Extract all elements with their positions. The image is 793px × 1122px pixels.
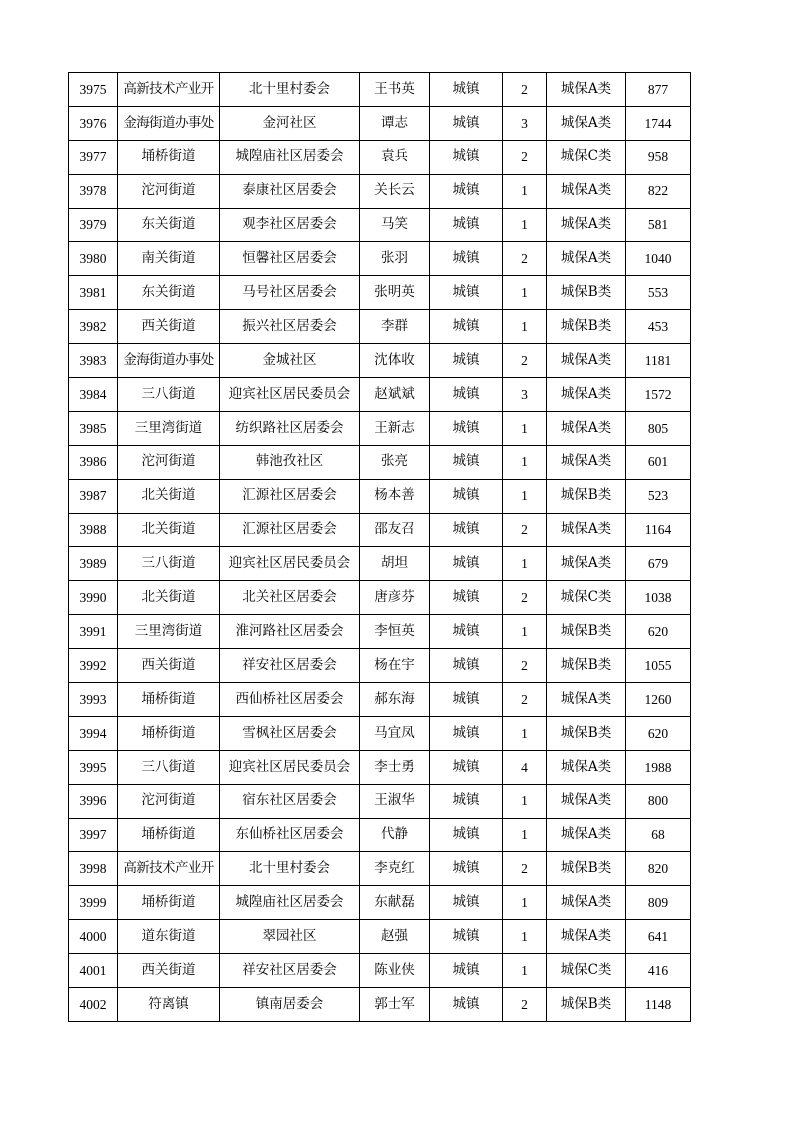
cell-people: 4 — [503, 750, 547, 784]
cell-area-type: 城镇 — [430, 784, 503, 818]
cell-amount: 601 — [626, 445, 691, 479]
cell-category: 城保C类 — [547, 140, 626, 174]
cell-name: 陈业侠 — [360, 954, 430, 988]
cell-people: 2 — [503, 513, 547, 547]
cell-people: 1 — [503, 445, 547, 479]
cell-people: 2 — [503, 988, 547, 1022]
cell-street: 三八街道 — [118, 378, 220, 412]
cell-category: 城保B类 — [547, 852, 626, 886]
cell-area-type: 城镇 — [430, 140, 503, 174]
cell-people: 1 — [503, 954, 547, 988]
cell-area-type: 城镇 — [430, 276, 503, 310]
cell-area-type: 城镇 — [430, 310, 503, 344]
table-row — [69, 208, 691, 242]
table-row — [69, 479, 691, 513]
cell-id: 3996 — [69, 784, 118, 818]
cell-category: 城保B类 — [547, 649, 626, 683]
cell-people: 2 — [503, 344, 547, 378]
cell-id: 3984 — [69, 378, 118, 412]
cell-id: 3986 — [69, 445, 118, 479]
cell-id: 4000 — [69, 920, 118, 954]
cell-area-type: 城镇 — [430, 716, 503, 750]
cell-street: 北关街道 — [118, 513, 220, 547]
cell-category: 城保A类 — [547, 344, 626, 378]
cell-name: 王新志 — [360, 411, 430, 445]
cell-community: 城隍庙社区居委会 — [220, 140, 360, 174]
cell-category: 城保A类 — [547, 378, 626, 412]
cell-amount: 1055 — [626, 649, 691, 683]
cell-area-type: 城镇 — [430, 445, 503, 479]
cell-id: 3993 — [69, 683, 118, 717]
cell-name: 马宜凤 — [360, 716, 430, 750]
cell-name: 唐彦芬 — [360, 581, 430, 615]
cell-amount: 877 — [626, 73, 691, 107]
cell-street: 三里湾街道 — [118, 411, 220, 445]
cell-id: 3981 — [69, 276, 118, 310]
cell-street: 金海街道办事处 — [118, 106, 220, 140]
cell-id: 3991 — [69, 615, 118, 649]
cell-amount: 809 — [626, 886, 691, 920]
cell-people: 1 — [503, 310, 547, 344]
cell-amount: 822 — [626, 174, 691, 208]
cell-street: 符离镇 — [118, 988, 220, 1022]
table-row — [69, 818, 691, 852]
table-row — [69, 886, 691, 920]
cell-amount: 1744 — [626, 106, 691, 140]
cell-community: 金城社区 — [220, 344, 360, 378]
cell-street: 东关街道 — [118, 208, 220, 242]
cell-category: 城保A类 — [547, 886, 626, 920]
cell-category: 城保A类 — [547, 411, 626, 445]
cell-name: 杨本善 — [360, 479, 430, 513]
cell-amount: 679 — [626, 547, 691, 581]
cell-street: 三八街道 — [118, 547, 220, 581]
cell-community: 北十里村委会 — [220, 852, 360, 886]
cell-category: 城保C类 — [547, 581, 626, 615]
cell-amount: 1260 — [626, 683, 691, 717]
cell-amount: 805 — [626, 411, 691, 445]
cell-id: 3982 — [69, 310, 118, 344]
cell-name: 张羽 — [360, 242, 430, 276]
cell-community: 迎宾社区居民委员会 — [220, 378, 360, 412]
cell-community: 马号社区居委会 — [220, 276, 360, 310]
table-row — [69, 106, 691, 140]
cell-community: 祥安社区居委会 — [220, 954, 360, 988]
cell-people: 1 — [503, 208, 547, 242]
cell-community: 汇源社区居委会 — [220, 479, 360, 513]
cell-street: 沱河街道 — [118, 445, 220, 479]
cell-community: 纺织路社区居委会 — [220, 411, 360, 445]
cell-community: 恒馨社区居委会 — [220, 242, 360, 276]
cell-name: 王书英 — [360, 73, 430, 107]
cell-street: 沱河街道 — [118, 174, 220, 208]
cell-community: 汇源社区居委会 — [220, 513, 360, 547]
cell-street: 三里湾街道 — [118, 615, 220, 649]
cell-area-type: 城镇 — [430, 988, 503, 1022]
table-row — [69, 649, 691, 683]
cell-name: 邵友召 — [360, 513, 430, 547]
cell-people: 2 — [503, 140, 547, 174]
cell-category: 城保A类 — [547, 750, 626, 784]
cell-community: 东仙桥社区居委会 — [220, 818, 360, 852]
cell-category: 城保B类 — [547, 716, 626, 750]
cell-amount: 958 — [626, 140, 691, 174]
cell-category: 城保A类 — [547, 73, 626, 107]
cell-people: 2 — [503, 581, 547, 615]
cell-name: 马笑 — [360, 208, 430, 242]
cell-category: 城保A类 — [547, 106, 626, 140]
cell-id: 3997 — [69, 818, 118, 852]
table-row — [69, 344, 691, 378]
cell-area-type: 城镇 — [430, 411, 503, 445]
cell-name: 胡坦 — [360, 547, 430, 581]
table-row — [69, 716, 691, 750]
cell-name: 东献磊 — [360, 886, 430, 920]
cell-people: 1 — [503, 716, 547, 750]
table-row — [69, 683, 691, 717]
table-row — [69, 174, 691, 208]
cell-street: 北关街道 — [118, 479, 220, 513]
table-row — [69, 310, 691, 344]
cell-category: 城保A类 — [547, 818, 626, 852]
table-row — [69, 784, 691, 818]
cell-community: 北十里村委会 — [220, 73, 360, 107]
cell-area-type: 城镇 — [430, 852, 503, 886]
cell-area-type: 城镇 — [430, 344, 503, 378]
cell-category: 城保B类 — [547, 276, 626, 310]
cell-name: 李恒英 — [360, 615, 430, 649]
cell-category: 城保A类 — [547, 445, 626, 479]
cell-name: 沈体收 — [360, 344, 430, 378]
cell-name: 张亮 — [360, 445, 430, 479]
cell-community: 韩池孜社区 — [220, 445, 360, 479]
table-row — [69, 615, 691, 649]
cell-community: 宿东社区居委会 — [220, 784, 360, 818]
cell-area-type: 城镇 — [430, 750, 503, 784]
cell-id: 3975 — [69, 73, 118, 107]
table-row — [69, 513, 691, 547]
table-row — [69, 378, 691, 412]
cell-people: 1 — [503, 174, 547, 208]
cell-amount: 820 — [626, 852, 691, 886]
cell-amount: 1572 — [626, 378, 691, 412]
cell-street: 埇桥街道 — [118, 716, 220, 750]
cell-street: 金海街道办事处 — [118, 344, 220, 378]
cell-name: 李士勇 — [360, 750, 430, 784]
cell-id: 3994 — [69, 716, 118, 750]
cell-people: 1 — [503, 886, 547, 920]
cell-id: 3977 — [69, 140, 118, 174]
cell-people: 2 — [503, 649, 547, 683]
cell-id: 3985 — [69, 411, 118, 445]
cell-category: 城保A类 — [547, 242, 626, 276]
cell-street: 高新技术产业开 — [118, 852, 220, 886]
cell-area-type: 城镇 — [430, 174, 503, 208]
cell-community: 振兴社区居委会 — [220, 310, 360, 344]
cell-area-type: 城镇 — [430, 649, 503, 683]
cell-street: 埇桥街道 — [118, 886, 220, 920]
cell-name: 张明英 — [360, 276, 430, 310]
table-row — [69, 920, 691, 954]
cell-id: 3987 — [69, 479, 118, 513]
cell-people: 2 — [503, 852, 547, 886]
cell-community: 城隍庙社区居委会 — [220, 886, 360, 920]
cell-community: 迎宾社区居民委员会 — [220, 750, 360, 784]
cell-people: 3 — [503, 106, 547, 140]
cell-street: 道东街道 — [118, 920, 220, 954]
data-table — [68, 72, 691, 1022]
table-row — [69, 242, 691, 276]
cell-people: 2 — [503, 73, 547, 107]
cell-street: 西关街道 — [118, 310, 220, 344]
cell-area-type: 城镇 — [430, 479, 503, 513]
cell-street: 埇桥街道 — [118, 683, 220, 717]
table-row — [69, 852, 691, 886]
cell-id: 3998 — [69, 852, 118, 886]
cell-street: 埇桥街道 — [118, 818, 220, 852]
cell-people: 3 — [503, 378, 547, 412]
cell-amount: 1164 — [626, 513, 691, 547]
cell-name: 袁兵 — [360, 140, 430, 174]
cell-street: 埇桥街道 — [118, 140, 220, 174]
cell-category: 城保B类 — [547, 310, 626, 344]
cell-id: 3980 — [69, 242, 118, 276]
cell-community: 祥安社区居委会 — [220, 649, 360, 683]
cell-amount: 581 — [626, 208, 691, 242]
cell-amount: 1038 — [626, 581, 691, 615]
cell-community: 翠园社区 — [220, 920, 360, 954]
cell-people: 1 — [503, 784, 547, 818]
cell-category: 城保A类 — [547, 174, 626, 208]
cell-name: 王淑华 — [360, 784, 430, 818]
cell-id: 3992 — [69, 649, 118, 683]
cell-community: 迎宾社区居民委员会 — [220, 547, 360, 581]
cell-amount: 523 — [626, 479, 691, 513]
cell-people: 1 — [503, 411, 547, 445]
cell-amount: 1040 — [626, 242, 691, 276]
cell-community: 雪枫社区居委会 — [220, 716, 360, 750]
cell-amount: 1148 — [626, 988, 691, 1022]
cell-name: 郝东海 — [360, 683, 430, 717]
cell-area-type: 城镇 — [430, 615, 503, 649]
cell-people: 1 — [503, 276, 547, 310]
table-row — [69, 411, 691, 445]
cell-id: 3979 — [69, 208, 118, 242]
cell-people: 1 — [503, 547, 547, 581]
cell-name: 李群 — [360, 310, 430, 344]
cell-street: 北关街道 — [118, 581, 220, 615]
cell-category: 城保A类 — [547, 208, 626, 242]
cell-people: 1 — [503, 818, 547, 852]
cell-amount: 800 — [626, 784, 691, 818]
cell-id: 3990 — [69, 581, 118, 615]
cell-community: 镇南居委会 — [220, 988, 360, 1022]
cell-street: 西关街道 — [118, 649, 220, 683]
cell-amount: 416 — [626, 954, 691, 988]
cell-name: 李克红 — [360, 852, 430, 886]
cell-street: 南关街道 — [118, 242, 220, 276]
cell-category: 城保B类 — [547, 479, 626, 513]
table-body — [69, 73, 691, 1022]
cell-category: 城保A类 — [547, 547, 626, 581]
cell-id: 3999 — [69, 886, 118, 920]
cell-name: 赵强 — [360, 920, 430, 954]
cell-people: 1 — [503, 920, 547, 954]
cell-area-type: 城镇 — [430, 106, 503, 140]
cell-area-type: 城镇 — [430, 818, 503, 852]
cell-id: 3989 — [69, 547, 118, 581]
cell-street: 东关街道 — [118, 276, 220, 310]
cell-area-type: 城镇 — [430, 581, 503, 615]
table-row — [69, 954, 691, 988]
cell-id: 3995 — [69, 750, 118, 784]
cell-name: 代静 — [360, 818, 430, 852]
cell-area-type: 城镇 — [430, 513, 503, 547]
cell-name: 赵斌斌 — [360, 378, 430, 412]
table-row — [69, 73, 691, 107]
cell-community: 北关社区居委会 — [220, 581, 360, 615]
cell-street: 三八街道 — [118, 750, 220, 784]
cell-category: 城保B类 — [547, 615, 626, 649]
cell-amount: 620 — [626, 716, 691, 750]
cell-community: 淮河路社区居委会 — [220, 615, 360, 649]
cell-area-type: 城镇 — [430, 954, 503, 988]
cell-amount: 620 — [626, 615, 691, 649]
table-row — [69, 581, 691, 615]
cell-name: 杨在宇 — [360, 649, 430, 683]
cell-people: 1 — [503, 479, 547, 513]
cell-street: 高新技术产业开 — [118, 73, 220, 107]
cell-people: 2 — [503, 683, 547, 717]
cell-amount: 68 — [626, 818, 691, 852]
cell-community: 西仙桥社区居委会 — [220, 683, 360, 717]
cell-street: 西关街道 — [118, 954, 220, 988]
cell-name: 郭士军 — [360, 988, 430, 1022]
cell-category: 城保A类 — [547, 683, 626, 717]
table-row — [69, 547, 691, 581]
table-row — [69, 140, 691, 174]
cell-id: 3988 — [69, 513, 118, 547]
cell-community: 观李社区居委会 — [220, 208, 360, 242]
cell-id: 4002 — [69, 988, 118, 1022]
cell-area-type: 城镇 — [430, 547, 503, 581]
cell-amount: 1988 — [626, 750, 691, 784]
cell-area-type: 城镇 — [430, 378, 503, 412]
cell-name: 谭志 — [360, 106, 430, 140]
cell-area-type: 城镇 — [430, 886, 503, 920]
table-row — [69, 445, 691, 479]
cell-street: 沱河街道 — [118, 784, 220, 818]
cell-amount: 553 — [626, 276, 691, 310]
cell-people: 1 — [503, 615, 547, 649]
table-row — [69, 276, 691, 310]
cell-amount: 453 — [626, 310, 691, 344]
cell-category: 城保C类 — [547, 954, 626, 988]
table-row — [69, 750, 691, 784]
cell-area-type: 城镇 — [430, 683, 503, 717]
cell-category: 城保A类 — [547, 513, 626, 547]
cell-amount: 1181 — [626, 344, 691, 378]
cell-name: 关长云 — [360, 174, 430, 208]
cell-id: 3978 — [69, 174, 118, 208]
cell-area-type: 城镇 — [430, 208, 503, 242]
cell-area-type: 城镇 — [430, 73, 503, 107]
table-row — [69, 988, 691, 1022]
cell-people: 2 — [503, 242, 547, 276]
cell-category: 城保A类 — [547, 920, 626, 954]
cell-id: 3976 — [69, 106, 118, 140]
cell-community: 泰康社区居委会 — [220, 174, 360, 208]
cell-id: 3983 — [69, 344, 118, 378]
cell-community: 金河社区 — [220, 106, 360, 140]
cell-id: 4001 — [69, 954, 118, 988]
cell-category: 城保B类 — [547, 988, 626, 1022]
cell-category: 城保A类 — [547, 784, 626, 818]
cell-area-type: 城镇 — [430, 920, 503, 954]
cell-amount: 641 — [626, 920, 691, 954]
cell-area-type: 城镇 — [430, 242, 503, 276]
